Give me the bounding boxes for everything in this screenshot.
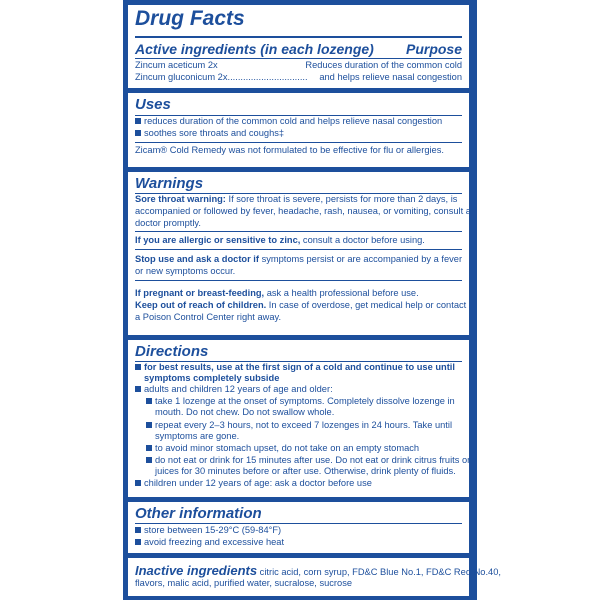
directions-box [128, 340, 469, 497]
bullet-icon [146, 422, 152, 428]
purpose-heading: Purpose [405, 41, 462, 57]
sub-item-1-line-1: take 1 lozenge at the onset of symptoms. Completely dissolve lozenge in [146, 396, 455, 407]
other-info-divider [135, 523, 462, 524]
other-info-box [128, 502, 469, 553]
title-divider [135, 36, 462, 38]
sub-item-4-line-1: do not eat or drink for 15 minutes after use. Do not eat or drink citrus fruits or [146, 455, 470, 466]
keep-out-line-1: Keep out of reach of children. In case of overdose, get medical help or contact [135, 300, 467, 310]
sub-item-2-line-2: symptoms are gone. [155, 431, 240, 441]
bullet-icon [146, 398, 152, 404]
drug-facts-title: Drug Facts [135, 7, 245, 30]
inactive-text-1: citric acid, corn syrup, FD&C Blue No.1, FD&C Red No.40, [257, 567, 501, 577]
bullet-icon [135, 130, 141, 136]
pregnant-warning: If pregnant or breast-feeding, ask a health professional before use. [135, 288, 419, 298]
ingredient-2: Zincum gluconicum 2x............................... [135, 72, 308, 82]
uses-note: Zicam® Cold Remedy was not formulated to be effective for flu or allergies. [135, 145, 444, 155]
uses-item-2: soothes sore throats and coughs‡ [135, 128, 284, 139]
adults-item: adults and children 12 years of age and older: [135, 384, 333, 395]
sore-throat-line-1: Sore throat warning: If sore throat is severe, persists for more than 2 days, is [135, 194, 458, 204]
leader-dots: ............................... [227, 72, 308, 82]
sub-item-2-line-1: repeat every 2–3 hours, not to exceed 7 lozenges in 24 hours. Take until [146, 420, 452, 431]
children-item: children under 12 years of age: ask a doctor before use [135, 478, 372, 489]
purpose-1: Reduces duration of the common cold [305, 60, 462, 70]
ingredient-1: Zincum aceticum 2x [135, 60, 218, 70]
warnings-heading: Warnings [135, 175, 204, 192]
stop-use-line-2: or new symptoms occur. [135, 266, 236, 276]
purpose-2: and helps relieve nasal congestion [319, 72, 462, 82]
inactive-line-2: flavors, malic acid, purified water, sucralose, sucrose [135, 578, 353, 588]
uses-box [128, 93, 469, 167]
bullet-icon [135, 118, 141, 124]
sub-item-3: to avoid minor stomach upset, do not take on an empty stomach [146, 443, 419, 454]
other-info-heading: Other information [135, 505, 262, 522]
bullet-icon [146, 457, 152, 463]
active-ingredients-box [128, 5, 469, 88]
uses-item-1: reduces duration of the common cold and helps relieve nasal congestion [135, 116, 442, 127]
warning-divider-2 [135, 249, 462, 250]
sub-item-4-line-2: juices for 30 minutes before or after use. Otherwise, drink plenty of fluids. [155, 466, 456, 476]
directions-heading: Directions [135, 343, 209, 360]
best-results-line-1: for best results, use at the first sign of a cold and continue to use until [135, 362, 455, 373]
bullet-icon [135, 364, 141, 370]
sub-item-1-line-2: mouth. Do not chew. Do not swallow whole. [155, 407, 335, 417]
other-item-1: store between 15-29°C (59-84°F) [135, 525, 281, 536]
inactive-heading: Inactive ingredients [135, 563, 258, 578]
bullet-icon [135, 539, 141, 545]
uses-heading: Uses [135, 96, 171, 113]
warning-divider-3 [135, 280, 462, 281]
inactive-ingredients-box [128, 558, 501, 596]
sore-throat-line-3: doctor promptly. [135, 218, 201, 228]
bullet-icon [146, 445, 152, 451]
bullet-icon [135, 480, 141, 486]
best-results-line-2: symptoms completely subside [144, 373, 280, 383]
drug-facts-panel [123, 0, 501, 600]
keep-out-line-2: a Poison Control Center right away. [135, 312, 282, 322]
active-divider [135, 58, 462, 59]
sore-throat-line-2: accompanied or followed by fever, headache, rash, nausea, or vomiting, consult a [135, 206, 471, 216]
active-ingredients-heading: Active ingredients (in each lozenge) [135, 41, 374, 57]
other-item-2: avoid freezing and excessive heat [135, 537, 284, 548]
warnings-box [128, 172, 469, 335]
uses-note-divider [135, 142, 462, 143]
warning-divider-1 [135, 231, 462, 232]
stop-use-line-1: Stop use and ask a doctor if symptoms persist or are accompanied by a fever [135, 254, 463, 264]
allergic-warning: If you are allergic or sensitive to zinc, consult a doctor before using. [135, 235, 425, 245]
bullet-icon [135, 386, 141, 392]
bullet-icon [135, 527, 141, 533]
